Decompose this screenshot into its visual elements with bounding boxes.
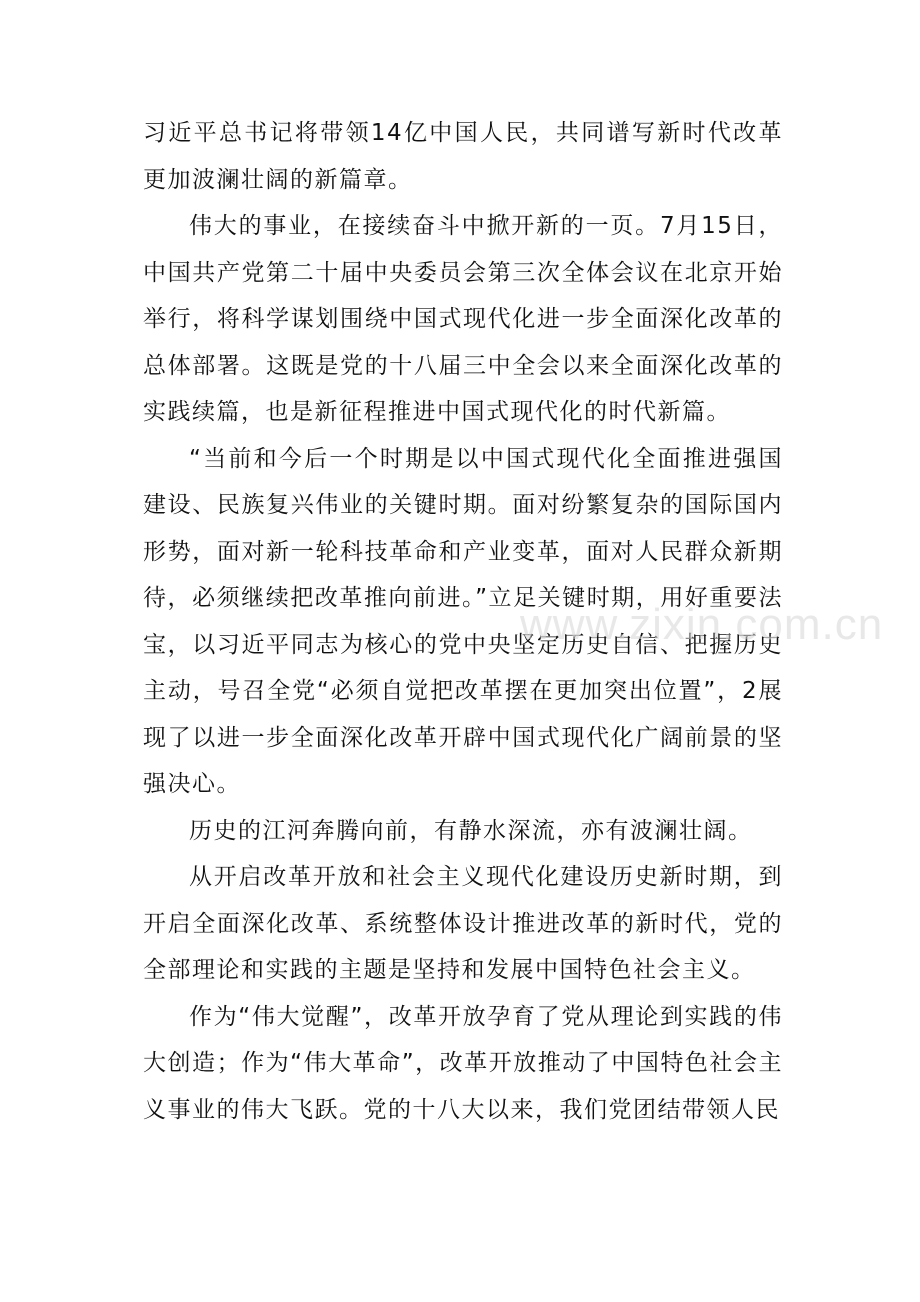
document-body bbox=[143, 110, 783, 1133]
paragraph-3: “当前和今后一个时期是以中国式现代化全面推进强国建设、民族复兴伟业的关键时期。面对纷繁复杂的国际国内形势，面对新一轮科技革命和产业变革，面对人民群众新期待，必须继续把改革推向前进。”立足关键时期，用好重要法宝，以习近平同志为核心的党中央坚定历史自信、把握历史主动，号召全党“必须自觉把改革摆在更加突出位置”，2展现了以进一步全面深化改革开辟中国式现代化广阔前景的坚强决心。 bbox=[143, 445, 783, 797]
paragraph-5: 从开启改革开放和社会主义现代化建设历史新时期，到开启全面深化改革、系统整体设计推进改革的新时代，党的全部理论和实践的主题是坚持和发展中国特色社会主义。 bbox=[143, 864, 783, 983]
watermark: www.zixin.com.cn bbox=[520, 600, 884, 649]
paragraph-2: 伟大的事业，在接续奋斗中掀开新的一页。7月15日，中国共产党第二十届中央委员会第三次全体会议在北京开始举行，将科学谋划围绕中国式现代化进一步全面深化改革的总体部署。这既是党的十八届三中全会以来全面深化改革的实践续篇，也是新征程推进中国式现代化的时代新篇。 bbox=[143, 213, 783, 425]
paragraph-4: 历史的江河奔腾向前，有静水深流，亦有波澜壮阔。 bbox=[189, 817, 753, 844]
paragraph-1: 习近平总书记将带领14亿中国人民，共同谱写新时代改革更加波澜壮阔的新篇章。 bbox=[143, 120, 783, 193]
paragraph-6: 作为“伟大觉醒”，改革开放孕育了党从理论到实践的伟大创造；作为“伟大革命”，改革开放推动了中国特色社会主义事业的伟大飞跃。党的十八大以来，我们党团结带领人民 bbox=[143, 1003, 783, 1123]
